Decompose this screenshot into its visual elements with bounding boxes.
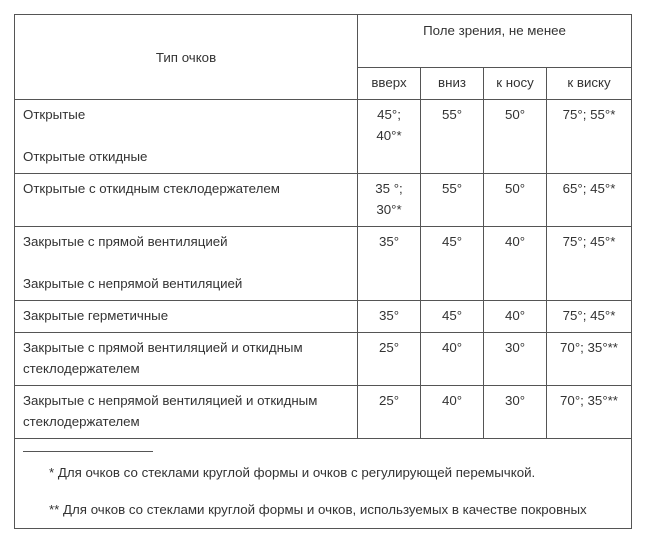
header-field-cell: [358, 15, 632, 68]
goggle-type-name: Закрытые с прямой вентиляцией и откидным: [23, 340, 303, 355]
goggles-field-of-view-table: [14, 14, 632, 529]
value-temple: 70°; 35°**: [547, 333, 632, 386]
footnote-divider: [23, 451, 153, 452]
value-up: 35°: [358, 227, 421, 301]
subheader-temple: к виску: [547, 68, 632, 100]
footnote-cell: [15, 439, 632, 529]
goggle-type-cell: [15, 333, 358, 386]
value-temple: 70°; 35°**: [547, 386, 632, 439]
value-down: 45°: [421, 301, 484, 333]
value-nose: 40°: [484, 301, 547, 333]
header-type-label: Тип очков: [155, 49, 217, 65]
table-row: [15, 333, 632, 386]
goggle-type-name-secondary: Открытые откидные: [23, 149, 148, 164]
value-nose: 30°: [484, 333, 547, 386]
goggle-type-name: Открытые: [23, 107, 86, 122]
value-down: 55°: [421, 174, 484, 227]
value-nose: 50°: [484, 174, 547, 227]
table-row: [15, 100, 632, 174]
footnote-2: ** Для очков со стеклами круглой формы и очков, используемых в качестве покровных: [49, 502, 587, 517]
table-row: [15, 227, 632, 301]
goggle-type-cell: [15, 386, 358, 439]
goggle-type-cell: [15, 227, 358, 301]
value-nose: 30°: [484, 386, 547, 439]
value-up: 25°: [358, 333, 421, 386]
subheader-nose: к носу: [484, 68, 547, 100]
footnote-row: [15, 439, 632, 529]
value-temple: 65°; 45°*: [547, 174, 632, 227]
value-nose: 50°: [484, 100, 547, 174]
value-temple: 75°; 55°*: [547, 100, 632, 174]
header-row: [15, 15, 632, 68]
value-nose: 40°: [484, 227, 547, 301]
goggle-type-cell: [15, 100, 358, 174]
goggle-type-name: Закрытые с непрямой вентиляцией и откидным: [23, 393, 318, 408]
goggle-type-name-secondary: Закрытые с непрямой вентиляцией: [23, 276, 243, 291]
header-field-label: Поле зрения, не менее: [423, 23, 566, 38]
value-up: 25°: [358, 386, 421, 439]
footnote-1: * Для очков со стеклами круглой формы и очков с регулирующей перемычкой.: [49, 465, 536, 480]
table-row: [15, 386, 632, 439]
header-type-cell: [15, 15, 358, 100]
value-temple: 75°; 45°*: [547, 301, 632, 333]
goggle-type-name: Закрытые с прямой вентиляцией: [23, 234, 228, 249]
value-down: 55°: [421, 100, 484, 174]
value-up: 35°: [358, 301, 421, 333]
value-up: 35 °; 30°*: [358, 174, 421, 227]
value-down: 45°: [421, 227, 484, 301]
goggle-type-name: Открытые с откидным стеклодержателем: [23, 181, 280, 196]
goggle-type-name-secondary: стеклодержателем: [23, 414, 140, 429]
subheader-up: вверх: [358, 68, 421, 100]
goggle-type-cell: [15, 174, 358, 227]
table-row: [15, 174, 632, 227]
goggle-type-name: Закрытые герметичные: [23, 308, 169, 323]
value-down: 40°: [421, 386, 484, 439]
value-down: 40°: [421, 333, 484, 386]
table-row: [15, 301, 632, 333]
subheader-down: вниз: [421, 68, 484, 100]
value-up: 45°; 40°*: [358, 100, 421, 174]
goggle-type-name-secondary: стеклодержателем: [23, 361, 140, 376]
value-temple: 75°; 45°*: [547, 227, 632, 301]
goggle-type-cell: [15, 301, 358, 333]
